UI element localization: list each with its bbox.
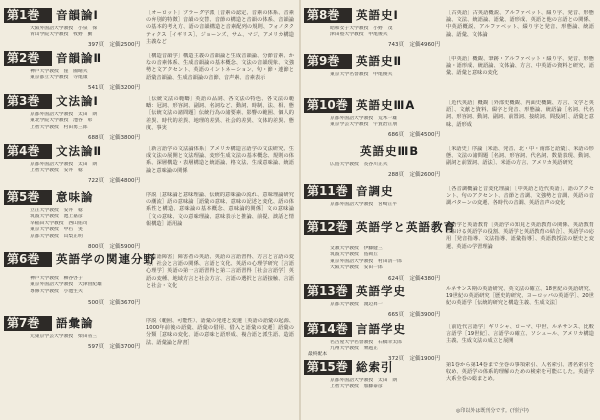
volume-number: 第8巻 [307, 8, 340, 22]
page-count-and-price: 624頁 定価4380円 [388, 276, 440, 282]
author-list [330, 378, 438, 391]
volume-number: 第9巻 [307, 54, 340, 68]
volume-description: ［中英語］概観、筆跡・アルファベット・綴り字、発音、形態論・語形成、統語論、文体論、方言、中英語の資料と研究、語彙、語彙と意味の変化 [446, 56, 594, 77]
volume-title: 英語学史 [356, 284, 406, 298]
volume-number: 第6巻 [7, 252, 40, 266]
volume-header [4, 6, 142, 24]
author-list [330, 116, 438, 129]
author-line: 上智大学教授 村田勇三郎 [30, 124, 88, 130]
volume-number: 第7巻 [7, 316, 40, 330]
author-line: 東京外国語大学教授 大津由紀雄 [30, 282, 102, 288]
volume-header [4, 49, 142, 67]
final-volume-label: 最終配本 [308, 352, 328, 357]
volume-number: 第11巻 [307, 184, 348, 198]
volume-title: 意味論 [56, 190, 94, 204]
volume-description: ［米語史］序論［米語、発音、北・中・南部と語彙］、米語の形態、文法の諸問題［名詞、形容詞、代名詞、数量表現、動詞、副詞と前置詞、語法］、米語の方言、アメリカ英語研究 [446, 146, 594, 167]
page-count-and-price: 597頁 定価3700円 [88, 344, 140, 350]
volume-number: 第10巻 [307, 98, 348, 112]
author-line: 専修大学教授 小池生夫 [30, 288, 83, 294]
author-line: 九州大学教授 乗越正 [330, 346, 378, 352]
author-line: 京都外国語大学教授 太田 朗 [30, 112, 98, 117]
author-list [330, 26, 438, 39]
volume-description: ［構造音韻学］構造主義の音韻論と生成音韻論、分節音素、かなの音素体系、生成音韻論の基本概念、文法の音韻現象、文強勢と文アクセント、英語のイントネーション、句・節・連節と語彙音韻論、生成音韻論の音節、音声素、音素表示 [146, 53, 294, 81]
volume-description: 第1巻から第14巻まで全巻の事項索引、人名索引、書名索引を収め、英語学の体系的理解のための検索を可能にした。英語学大系全巻の総まとめ。 [446, 362, 594, 383]
author-line: 文教大学教授 伊藤健三 [330, 246, 383, 251]
author-line: 大阪外国語大学教授 小泉 保 [30, 26, 98, 31]
author-list [330, 162, 438, 168]
volume-description: ［伝統文法の範疇］英語の品詞、各文法の特色、各文法の範疇：冠詞、形容詞、副詞、名詞など、動詞、時制、法、相、態［伝統文法の諸問題］伝統行為の諸要素、影響の範囲、個人的差異、時代的差異、地理的差異、社会的差異、文体的差異、態度、事実 [146, 96, 294, 131]
page-count-and-price: 722頁 定価4800円 [88, 178, 140, 184]
author-line: 東北学院大学教授 池谷 彰 [30, 118, 93, 124]
volume-description: 序説（範囲、可能性）、語彙の発達と変遷［英語の語彙の起源、1000年前後の語彙、語彙の借用、借入と語彙の変遷］語彙の分類［意味の変化、語の意味と語形成、複合語と派生語、造語法、語彙論と辞書］ [146, 318, 294, 346]
volume-description: ［各音調概論と音変化理論］［中英語と近代英語］、語のアクセント、句のアクセント、音節と音調、文強勢と音調、英語の音調パターンの変遷、各時代の音調、英語音声の変化 [446, 186, 594, 207]
volume-title: 英語学の関連分野 [56, 252, 156, 266]
author-list [30, 334, 138, 340]
volume-header [304, 282, 442, 300]
author-line: 立正大学教授 安井 稔 [30, 208, 83, 213]
author-list [30, 69, 138, 82]
author-line: 京都外国語大学教授 太田 朗 [330, 378, 398, 383]
volume-description: ［前近代言語学］ギリシャ、ローマ、中世、ルネサンス、比較言語学［19世紀］、言語学の確立、ソシュール、アメリカ構造主義、生成文法の成立と展開 [446, 324, 594, 345]
author-line: 東京学芸大学教授 宇賀治正朋 [330, 122, 398, 128]
volume-title: 音韻論Ⅰ [56, 8, 99, 22]
author-line: 神戸大学教授 柳谷啓子 [30, 276, 83, 281]
author-list [330, 246, 438, 272]
volume-header [304, 96, 442, 114]
author-line: 筑波大学教授 池上嘉彦 [30, 214, 83, 220]
author-line: 京都外国語大学教授 荒木一雄 [330, 116, 398, 121]
volume-title: 音調史 [356, 184, 394, 198]
volume-description: ルネサンス期の英語研究、英文法の確立、18世紀の英語研究、19世紀の英語研究［歴史的研究、ヨーロッパの英語学］、20世紀の英語学［伝統的研究と構造主義、生成文法］ [446, 286, 594, 307]
page-count-and-price: 500頁 定価3670円 [88, 300, 140, 306]
author-line: 京都大学教授 山梨正明 [30, 233, 83, 239]
author-line: 青山学院大学教授 牧野 勤 [30, 32, 93, 38]
author-line: 上智大学教授 加藤泰彦 [330, 384, 383, 390]
volume-description: 英語学と英語教育［英語学の知見と英語教育の関係、英語教育における英語学の役割、英語学と英語教育の結合］、英語学の応用［発音指導、文法指導、語彙指導］、英語教授法の歴史と変遷、英語の学習理論 [446, 222, 594, 250]
author-line: 筑波大学教授 島岡丘 [330, 252, 378, 258]
page-count-and-price: 800頁 定価5900円 [88, 244, 140, 250]
volume-title: 文法論Ⅰ [56, 94, 99, 108]
volume-header [304, 6, 442, 24]
author-list [30, 112, 138, 131]
author-list [30, 276, 138, 295]
volume-title: 英語史ⅢB [360, 144, 420, 158]
page-count-and-price: 665頁 定価3900円 [388, 312, 440, 318]
page-count-and-price: 541頁 定価3200円 [88, 85, 140, 91]
volume-title: 語彙論 [56, 316, 94, 330]
volume-number: 第3巻 [7, 94, 40, 108]
volume-header [4, 142, 142, 160]
volume-title: 英語史Ⅱ [356, 54, 403, 68]
author-line: 早稲田大学教授 西山佑司 [30, 220, 88, 226]
volume-header [304, 52, 442, 70]
volume-title: 英語史Ⅰ [356, 8, 399, 22]
volume-header [304, 320, 442, 338]
volume-header [4, 188, 142, 206]
volume-header [4, 314, 142, 332]
volume-number: 第5巻 [7, 190, 40, 204]
volume-description: ［言語障害］障害者の英語、英語の言語習得、方言と言語の変化、社会と言語の関係、言語と文化、英語の心理学研究［言語心理学］英語の第一言語習得と第二言語習得［社会言語学］英語の変種、地域方言と社会方言、言語の選択と言語接触、言語と社会・文化 [146, 254, 294, 289]
author-line: 東京外国語大学教授 村田清一郎 [330, 258, 402, 264]
volume-description: ［古英語］古英語概説、アルファベット、綴り字、発音、形態論、文法、統語論、語彙、語形成、英語と他の言語との関係、中英語概説、アルファベット、綴り字と発音、形態論、統語論、語彙、文体論 [446, 10, 594, 38]
volume-title: 文法論Ⅱ [56, 144, 103, 158]
volume-title: 音韻論Ⅱ [56, 51, 103, 65]
volume-number: 第15巻 [307, 360, 348, 374]
volume-header [304, 142, 442, 160]
page-count-and-price: 743頁 定価4960円 [388, 42, 440, 48]
volume-number: 第14巻 [307, 322, 348, 336]
volume-header [304, 182, 442, 200]
author-list [330, 72, 438, 78]
author-line: 京都外国語大学教授 太田 朗 [30, 162, 98, 167]
volume-title: 言語学史 [356, 322, 406, 336]
volume-description: ［オーロット］プラーグ学派［音素の認定、音素の体系、音素の弁別的特徴］音韻の交替、音節の構造と音韻の体系、音韻論の基本的考え方、語の音韻構造と音素配列の規則、フォノタクティクス［イギリス］、ジョーンズ、サム、マジ、アメリカ構造主義など [146, 10, 294, 45]
author-line: 元東京学芸大学教授 柴田省三 [30, 334, 98, 339]
volume-number: 第1巻 [7, 8, 40, 22]
page-count-and-price: 688頁 定価3800円 [88, 135, 140, 141]
author-line: 東京大学名誉教授 中尾俊夫 [330, 72, 393, 77]
volume-title: 総索引 [356, 360, 394, 374]
volume-header [304, 352, 442, 376]
page-count-and-price: 288頁 定価2600円 [388, 172, 440, 178]
author-line: 東京都立大学教授 寺尾康 [30, 75, 88, 81]
volume-header [4, 250, 156, 268]
page-count-and-price: 397頁 定価2500円 [88, 42, 140, 48]
volume-number: 第12巻 [307, 220, 348, 234]
author-list [330, 302, 438, 308]
author-list [30, 26, 138, 39]
author-list [30, 162, 138, 175]
author-line: 上智大学教授 安井 稔 [30, 168, 83, 174]
page-count-and-price: 686頁 定価4500円 [388, 132, 440, 138]
author-list [330, 202, 438, 208]
author-line: 名古屋大学名誉教授 石橋幸太郎 [330, 340, 402, 345]
volume-number: 第4巻 [7, 144, 40, 158]
volume-description: ［新言語学の文法論体系］アメリカ構造言語学の文法研究、生成文法の展開と文法理論、変形生成文法の基本概念、規則の体系、深層構造・表層構造と統語論、格文法、生成意味論、統語論と意味論の関係 [146, 146, 294, 174]
author-line: 東京大学教授 中右 実 [30, 227, 83, 233]
author-line: 大阪大学教授 安田一郎 [330, 265, 383, 271]
author-line: 神戸大学教授 窪 薗晴夫 [30, 69, 88, 74]
footnote: ◎印以外は既刊分です。(刊行中) [456, 408, 529, 414]
volume-description: ［近代英語］概観［外部史概観、内面史概観、方言、文学と英語］、文献と資料、綴字と発音、形態論、統語論［名詞、代名詞、形容詞、動詞、副詞、前置詞、接続詞、間投詞］、語彙と意味、語形成 [446, 100, 594, 128]
author-line: 京都大学教授 渡辺昇一 [330, 302, 383, 307]
author-list [30, 208, 138, 240]
volume-title: 英語学と英語教育 [356, 220, 456, 234]
volume-title: 英語史ⅢA [356, 98, 416, 112]
volume-description: 序説［意味論と意味理論、伝統的意味論の流れ、意味理論研究の潮流］語の意味論［語彙の意味、意味の記述と変化、語の体系性と構造、意味論の基本概念、意味論的関係］文の意味論［文の意味、文の意味理論、意味表示と推論、前提、談話と情報構造］語用論 [146, 192, 294, 227]
author-line: 京都外国語大学教授 宮崎正平 [330, 202, 398, 207]
author-line: 昭和女子大学教授 小野 茂 [330, 26, 393, 31]
author-list [330, 340, 438, 353]
author-line: 広島大学教授 長谷川正夫 [330, 162, 388, 167]
right-page [300, 0, 600, 420]
volume-number: 第2巻 [7, 51, 40, 65]
page-count-and-price: 372頁 定価1900円 [388, 356, 440, 362]
volume-number: 第13巻 [307, 284, 348, 298]
volume-header [4, 92, 142, 110]
author-line: 津田塾大学教授 中尾俊夫 [330, 32, 388, 38]
